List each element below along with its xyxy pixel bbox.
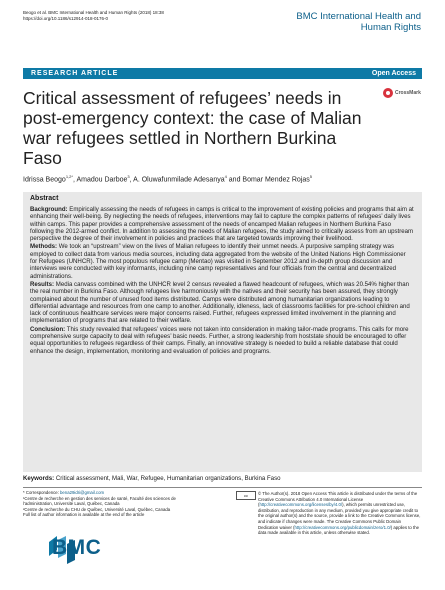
citation-header xyxy=(23,10,164,22)
article-title: Critical assessment of refugees’ needs in post-emergency context: the case of Malian war refugees settled in Northern Burkina Faso xyxy=(23,88,362,168)
author-affiliation-mark: 3 xyxy=(127,174,130,179)
author-name[interactable]: , Amadou Darboe xyxy=(72,176,128,184)
keywords xyxy=(23,475,422,483)
section-text: Empirically assessing the needs of refugees in camps is critical to the improvement of existing policies and programs that aim at enhancing their well-being. By neglecting the needs of refugees, interventions may fail to capture the complex patterns of refugees’ daily lives within camps. This paper provides a comprehensive assessment of the needs of encamped Malian refugees in Northern Burkina Faso following the 2012-armed conflict. In addition to assessing the needs of Malian refugees, the study aimed to critically assess from an upstream perspective the degree of their involvement in policies and practices that are targeted towards improving their livelihood. xyxy=(30,206,414,243)
keywords-text: Critical assessment, Mali, War, Refugee, Humanitarian organizations, Burkina Faso xyxy=(54,475,281,482)
article-type-banner xyxy=(23,68,422,79)
citation-line: Beogo et al. BMC International Health and Human Rights (2018) 18:38 xyxy=(23,10,164,15)
divider xyxy=(23,487,422,488)
license-text-part: ), which permits unrestricted use, distribution, and reproduction in any medium, provided you give appropriate credit to the original author(s) and the source, provide a link to the Creative Commons license, and indicate if changes were made. The Creative Commons Public Domain Dedication waiver ( xyxy=(258,502,421,530)
crossmark-badge[interactable] xyxy=(383,87,421,99)
author-affiliation-mark: 1,2* xyxy=(65,174,73,179)
license-text-part: ) applies to the data made available in this article, unless otherwise stated. xyxy=(258,524,419,536)
doi-link[interactable]: https://doi.org/10.1186/s12914-018-0176-0 xyxy=(23,15,108,21)
correspondence-prefix: * Correspondence: xyxy=(23,490,61,495)
creative-commons-icon[interactable]: cc xyxy=(236,491,256,500)
author-name[interactable]: , A. Oluwafunmilade Adesanya xyxy=(129,176,225,184)
section-label: Results: xyxy=(30,280,55,288)
journal-name-line1: BMC International Health and xyxy=(296,11,421,22)
author-affiliation-mark: 4 xyxy=(224,174,227,179)
abstract-heading: Abstract xyxy=(30,195,59,202)
section-label: Background: xyxy=(30,206,68,213)
abstract-body xyxy=(30,206,414,356)
crossmark-label: CrossMark xyxy=(395,90,421,96)
author-name[interactable]: Idrissa Beogo xyxy=(23,176,66,184)
license-text-part: © The Author(s). 2018 Open Access This article is distributed under the terms of the Creative Commons Attribution 4.0 International License ( xyxy=(258,491,418,508)
author-name[interactable]: and Bomar Mendez Rojas xyxy=(226,176,310,184)
more-info-note: Full list of author information is available at the end of the article xyxy=(23,512,145,518)
correspondence-footnote xyxy=(23,490,188,518)
crossmark-icon xyxy=(383,88,393,98)
section-text: This study revealed that refugees’ voices were not taken into consideration in making tailor-made programs. This calls for more comprehensive surge capacity to deal with refugees’ basic needs. Further, a strong leadership from hoststate should be encouraged to offer equal opportunities to refugees regardless of their camps. Finally, an innovative strategy is needed to build a reliable database that could enhance the design, implementation, monitoring and evaluation of policies and programs. xyxy=(30,325,409,355)
author-affiliation-mark: 5 xyxy=(309,174,312,179)
affiliation-2: ²Centre de recherche du CHU de Québec, Université Laval, Québec, Canada xyxy=(23,506,171,512)
public-domain-link[interactable]: http://creativecommons.org/publicdomain/zero/1.0/ xyxy=(294,524,391,530)
section-label: Methods: xyxy=(30,243,58,251)
affiliation-1: ¹Centre de recherche en gestion des services de santé, Faculté des sciences de l’administration, Université Laval, Québec, Canada xyxy=(23,495,176,507)
bmc-logo-text: BMC xyxy=(52,536,102,559)
journal-name xyxy=(296,11,421,33)
abstract-conclusion xyxy=(30,326,414,355)
section-text: Media canvass combined with the UNHCR level 2 census revealed a flawed headcount of refugees, which was 20.54% higher than the real number in Burkina Faso. Although refugees live harmoniously with the natives and their security has been assured, they strongly complained about the number of unused food items distributed. Camps were distributed among humanitarian organizations leading to differential advantage and resources from one camp to another. Additionally, idleness, lack of classrooms facilities for pre-school children and lack of continuous healthcare services were major concerns raised. Further, refugees expressed limited involvement in the planning and implementation of programs that are related to their welfare. xyxy=(30,280,410,325)
license-link[interactable]: http://creativecommons.org/licenses/by/4.0/ xyxy=(259,502,343,508)
section-label: Conclusion: xyxy=(30,325,66,333)
email-link[interactable]: bena29idri@gmail.com xyxy=(60,490,105,495)
license-text xyxy=(258,491,422,536)
abstract-methods xyxy=(30,243,414,279)
open-access-label: Open Access xyxy=(371,70,416,77)
abstract-background xyxy=(30,206,414,242)
abstract-results xyxy=(30,281,414,325)
keywords-label: Keywords: xyxy=(23,475,55,482)
author-list xyxy=(23,172,422,184)
journal-name-line2: Human Rights xyxy=(360,22,421,33)
article-type-label: RESEARCH ARTICLE xyxy=(31,70,119,77)
section-text: We took an “upstream” view on the lives of Malian refugees to identify their unmet needs. A purposive sampling strategy was employed to collect data from various media sources, including data aggregated from the website of the United Nations High Commissioner for Refugees (UNHCR). The most populous refugee camp (Mentao) was visited in September 2012 and in-depth group discussion and interviews were conducted with key informants, including nine camp representatives and four officials from the central and decentralized administrations. xyxy=(30,243,406,280)
